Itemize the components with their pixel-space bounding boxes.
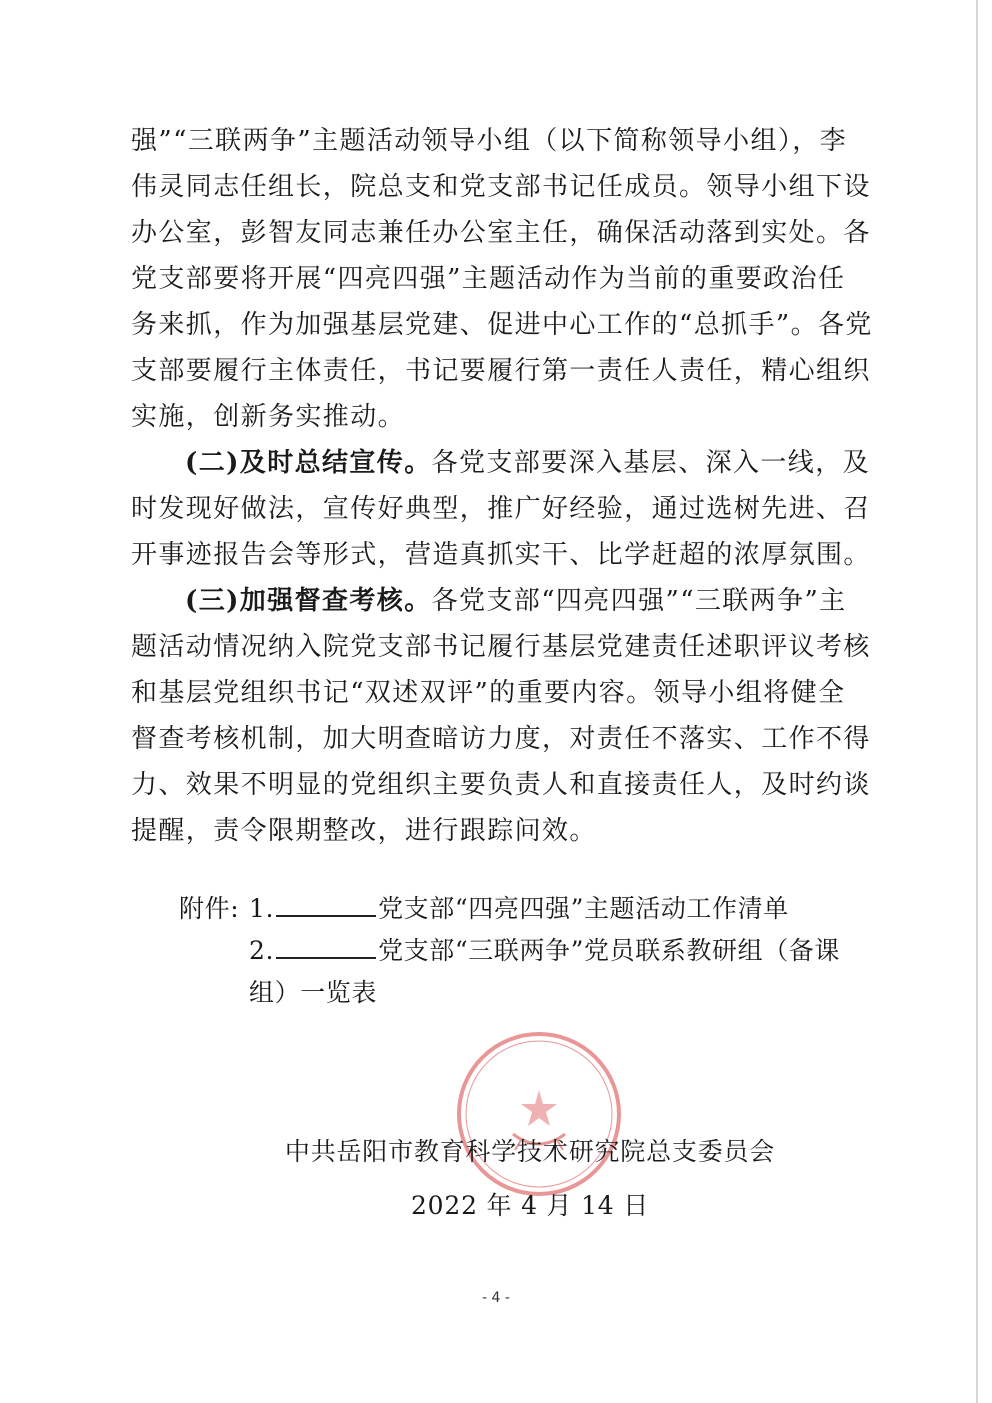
section-3-first-line xyxy=(131,578,847,624)
section-3-line: 题活动情况纳入院党支部书记履行基层党建责任述职评议考核 xyxy=(131,632,871,662)
body-line-5: 务来抓，作为加强基层党建、促进中心工作的“总抓手”。各党 xyxy=(131,310,873,340)
signature-block xyxy=(270,1125,790,1233)
attachment-title: 党支部“四亮四强”主题活动工作清单 xyxy=(378,894,789,923)
scan-edge xyxy=(976,0,978,1403)
attachment-item-1 xyxy=(131,888,841,930)
body-line-6: 支部要履行主体责任，书记要履行第一责任人责任，精心组织 xyxy=(131,356,871,386)
page-number: - 4 - xyxy=(482,1290,510,1306)
section-2-first-text: 各党支部要深入基层、深入一线，及 xyxy=(431,448,871,478)
attachment-item-2-continuation xyxy=(131,972,841,1014)
section-2-first-line xyxy=(131,440,871,486)
attachments-block xyxy=(131,888,841,1014)
attachment-number: 1. xyxy=(249,894,275,923)
attachments-label: 附件: xyxy=(179,894,240,923)
attachment-title: 党支部“三联两争”党员联系教研组（备课 xyxy=(378,936,841,965)
section-2-heading: (二)及时总结宣传。 xyxy=(185,448,432,478)
body-line-2: 伟灵同志任组长，院总支和党支部书记任成员。领导小组下设 xyxy=(131,172,871,202)
body-line-4: 党支部要将开展“四亮四强”主题活动作为当前的重要政治任 xyxy=(131,264,846,294)
attachment-continuation: 组）一览表 xyxy=(249,978,378,1007)
body-line-7: 实施，创新务实推动。 xyxy=(131,402,406,432)
attachment-item-2 xyxy=(131,930,841,972)
signing-organization: 中共岳阳市教育科学技术研究院总支委员会 xyxy=(284,1137,776,1166)
attachment-number: 2. xyxy=(249,936,275,965)
section-2-line: 时发现好做法，宣传好典型，推广好经验，通过选树先进、召 xyxy=(131,494,871,524)
section-2-line: 开事迹报告会等形式，营造真抓实干、比学赶超的浓厚氛围。 xyxy=(131,540,871,570)
fill-in-blank xyxy=(276,891,376,917)
document-body xyxy=(131,118,873,1014)
section-3-line: 提醒，责令限期整改，进行跟踪问效。 xyxy=(131,816,597,846)
body-line-3: 办公室，彭智友同志兼任办公室主任，确保活动落到实处。各 xyxy=(131,218,871,248)
section-3-line: 和基层党组织书记“双述双评”的重要内容。领导小组将健全 xyxy=(131,678,846,708)
body-line-1: 强”“三联两争”主题活动领导小组（以下简称领导小组），李 xyxy=(131,126,848,156)
section-3-heading: (三)加强督查考核。 xyxy=(185,586,432,616)
signing-date: 2022 年 4 月 14 日 xyxy=(410,1191,650,1220)
section-3-line: 力、效果不明显的党组织主要负责人和直接责任人，及时约谈 xyxy=(131,770,871,800)
section-3-line: 督查考核机制，加大明查暗访力度，对责任不落实、工作不得 xyxy=(131,724,871,754)
section-3-first-text: 各党支部“四亮四强”“三联两争”主 xyxy=(431,586,847,616)
fill-in-blank xyxy=(276,933,376,959)
